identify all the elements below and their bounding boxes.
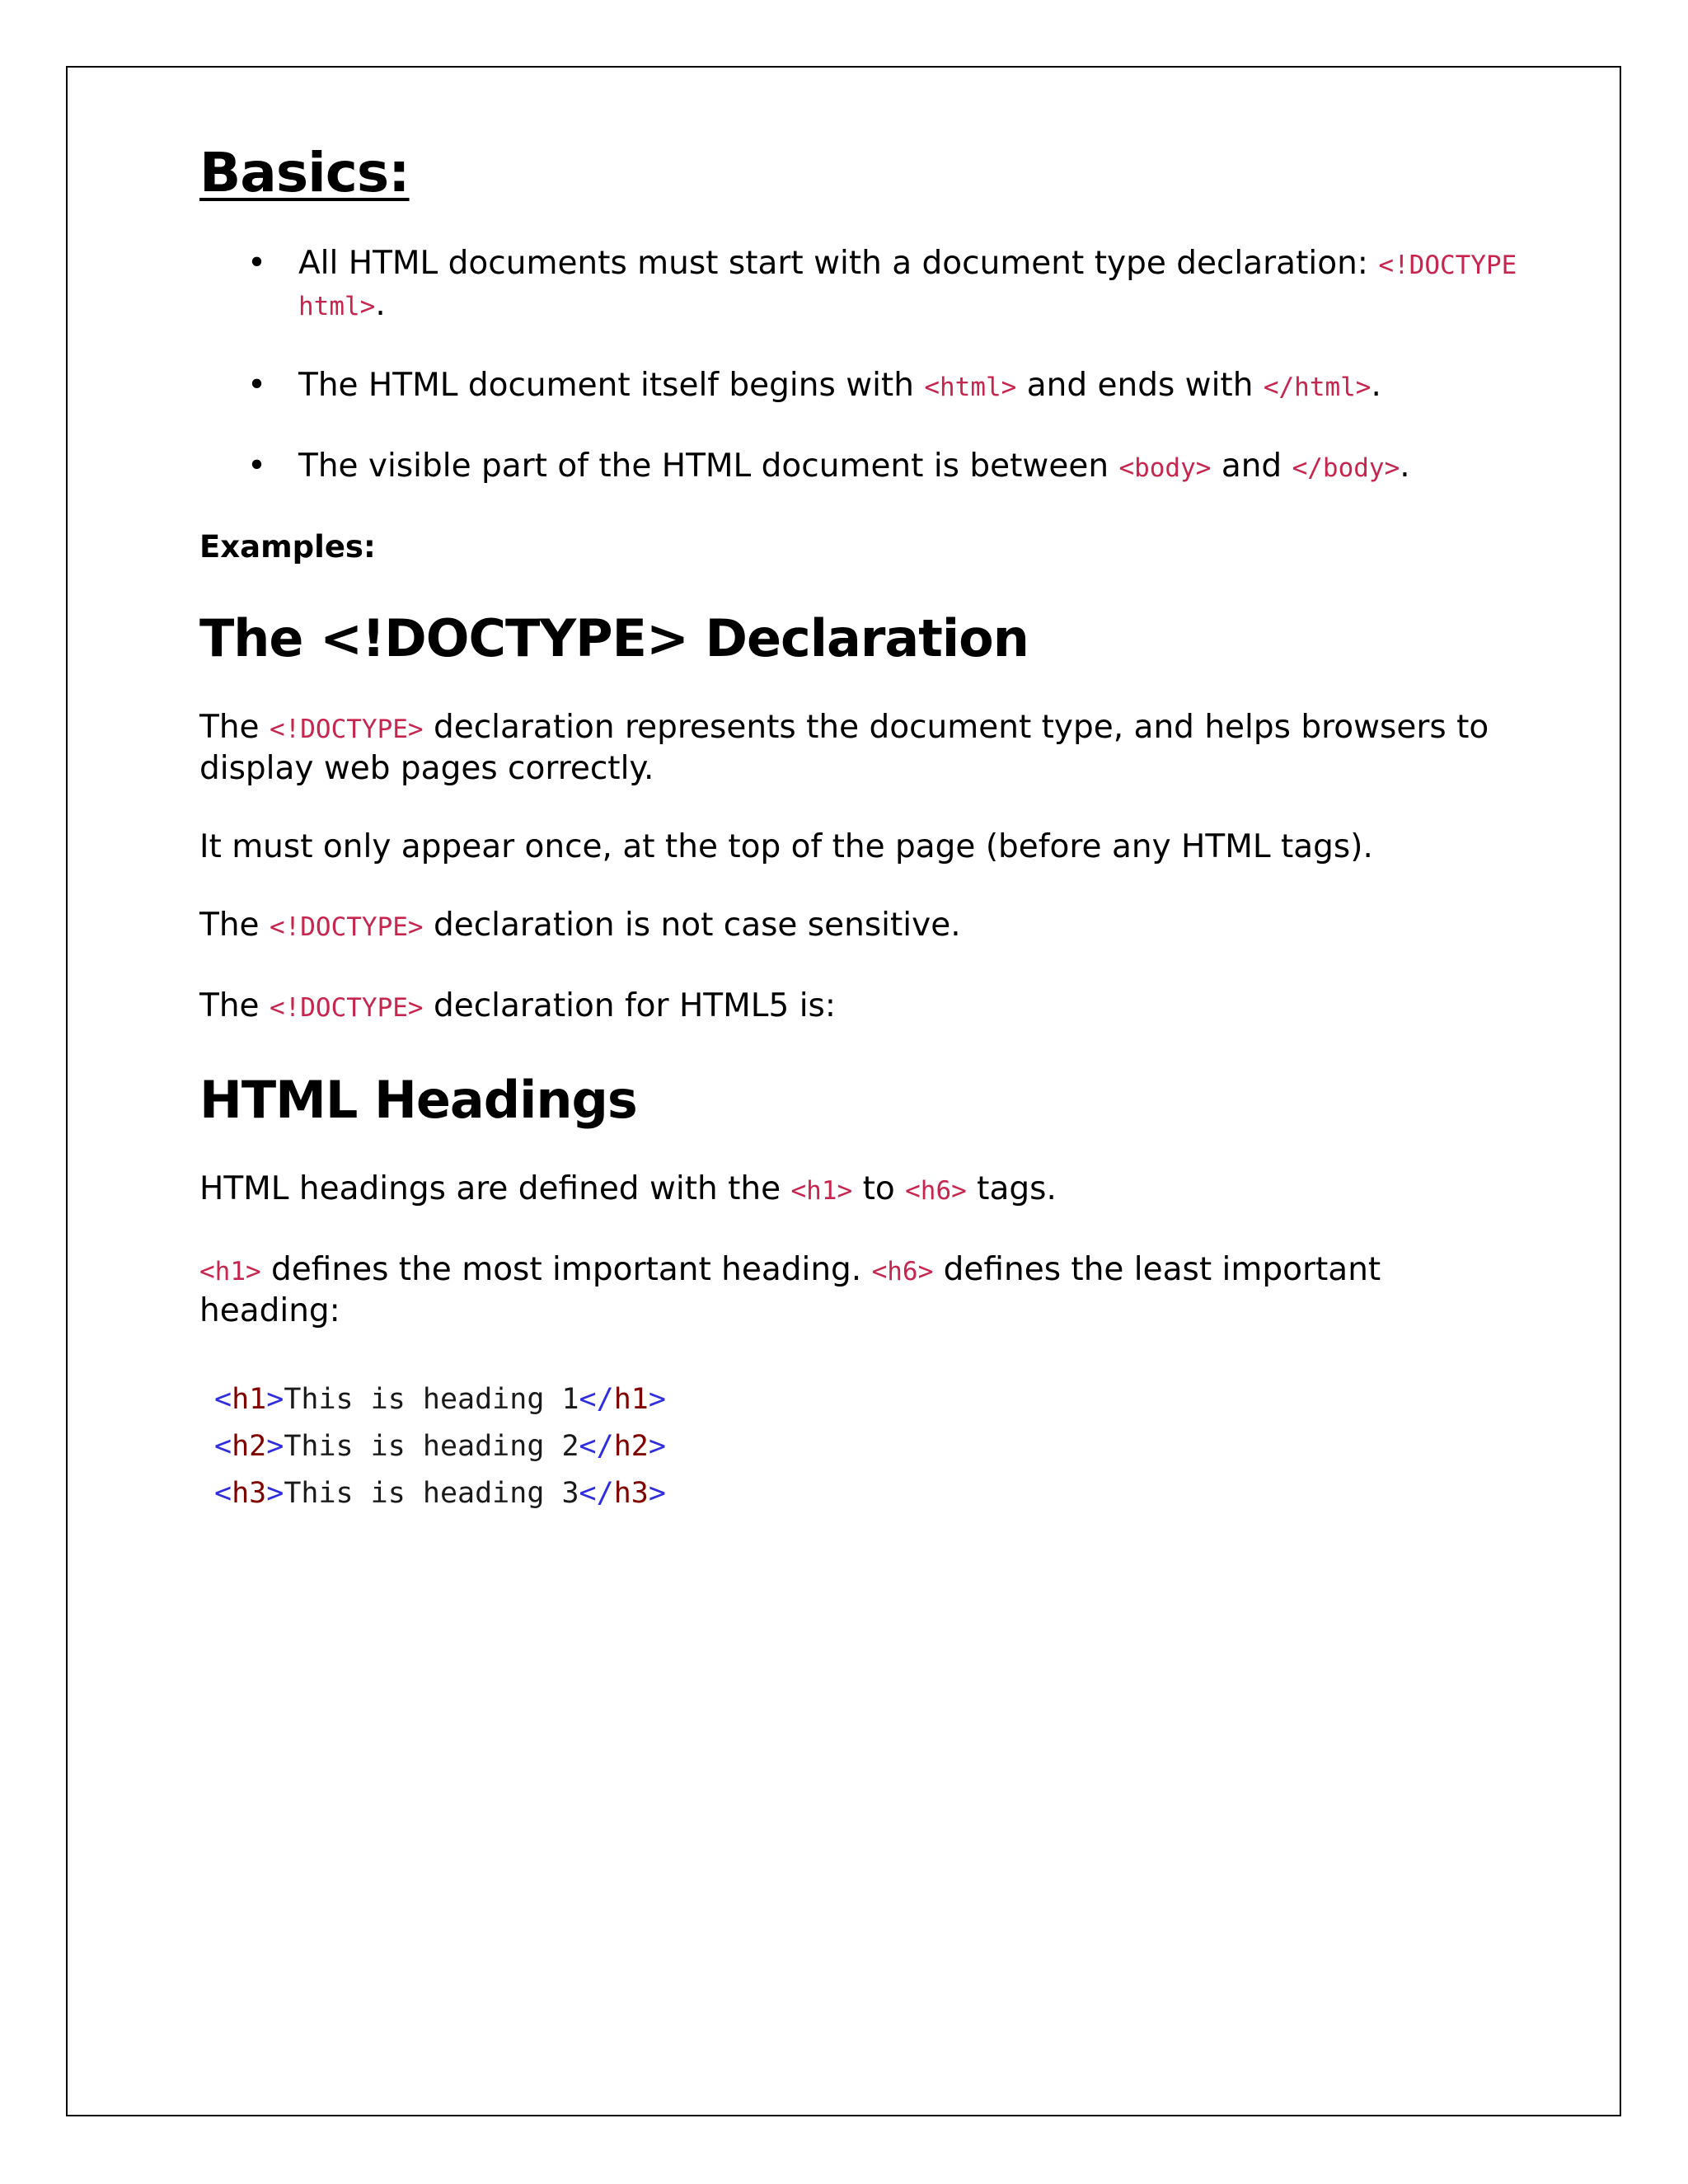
headings-paragraph-2 — [199, 1250, 1518, 1330]
inline-code: </html> — [1263, 373, 1372, 402]
doctype-paragraph-3 — [199, 906, 1518, 947]
headings-paragraph-1 — [199, 1169, 1518, 1211]
bullet-text: . — [1400, 448, 1410, 485]
headings-heading: HTML Headings — [199, 1070, 637, 1130]
inline-code: <!DOCTYPE> — [269, 715, 424, 744]
paragraph-text: tags. — [966, 1170, 1057, 1207]
bullet-text: and — [1211, 448, 1292, 485]
inline-code: <body> — [1118, 453, 1212, 483]
bullet-icon: • — [247, 367, 267, 404]
document-content — [199, 140, 1518, 1517]
examples-label: Examples: — [199, 529, 376, 565]
paragraph-text: The — [199, 907, 270, 944]
inline-code: <h6> — [905, 1176, 967, 1206]
code-line: <h1>This is heading 1</h1> — [214, 1383, 666, 1416]
list-item — [199, 366, 1518, 407]
list-item — [199, 244, 1518, 326]
code-line: <h2>This is heading 2</h2> — [214, 1430, 666, 1463]
inline-code: <h1> — [199, 1257, 261, 1286]
inline-code: <!DOCTYPE> — [269, 993, 424, 1023]
paragraph-text: declaration is not case sensitive. — [423, 907, 961, 944]
bullet-text: . — [1371, 367, 1381, 404]
doctype-paragraph-1 — [199, 708, 1518, 788]
inline-code: <h6> — [871, 1257, 934, 1286]
bullet-icon: • — [247, 448, 267, 485]
bullet-text: . — [375, 286, 386, 323]
paragraph-text: declaration represents the document type, and helps browsers to display web pages correctly. — [199, 709, 1489, 787]
paragraph-text: declaration for HTML5 is: — [423, 987, 836, 1024]
doctype-paragraph-2: It must only appear once, at the top of the page (before any HTML tags). — [199, 828, 1373, 865]
paragraph-text: HTML headings are defined with the — [199, 1170, 791, 1207]
paragraph-text: to — [852, 1170, 906, 1207]
inline-code: </body> — [1292, 453, 1400, 483]
inline-code: <h1> — [790, 1176, 853, 1206]
paragraph-text: The — [199, 987, 270, 1024]
inline-code: <!DOCTYPE> — [269, 912, 424, 942]
list-item — [199, 447, 1518, 488]
paragraph-text: The — [199, 709, 270, 746]
inline-code: <!DOCTYPE html> — [298, 251, 1517, 321]
bullet-text: The visible part of the HTML document is between — [298, 448, 1119, 485]
bullet-text: and ends with — [1016, 367, 1264, 404]
code-example — [214, 1376, 1518, 1517]
doctype-paragraph-4 — [199, 987, 1518, 1028]
basics-list — [199, 244, 1518, 488]
paragraph-text: defines the least important heading: — [199, 1251, 1381, 1329]
bullet-icon: • — [247, 245, 267, 282]
code-line: <h3>This is heading 3</h3> — [214, 1477, 666, 1510]
page-title: Basics: — [199, 141, 410, 204]
bullet-text: The HTML document itself begins with — [298, 367, 925, 404]
inline-code: <html> — [924, 373, 1017, 402]
paragraph-text: defines the most important heading. — [260, 1251, 872, 1288]
doctype-heading: The <!DOCTYPE> Declaration — [199, 608, 1029, 668]
bullet-text: All HTML documents must start with a document type declaration: — [298, 245, 1379, 282]
